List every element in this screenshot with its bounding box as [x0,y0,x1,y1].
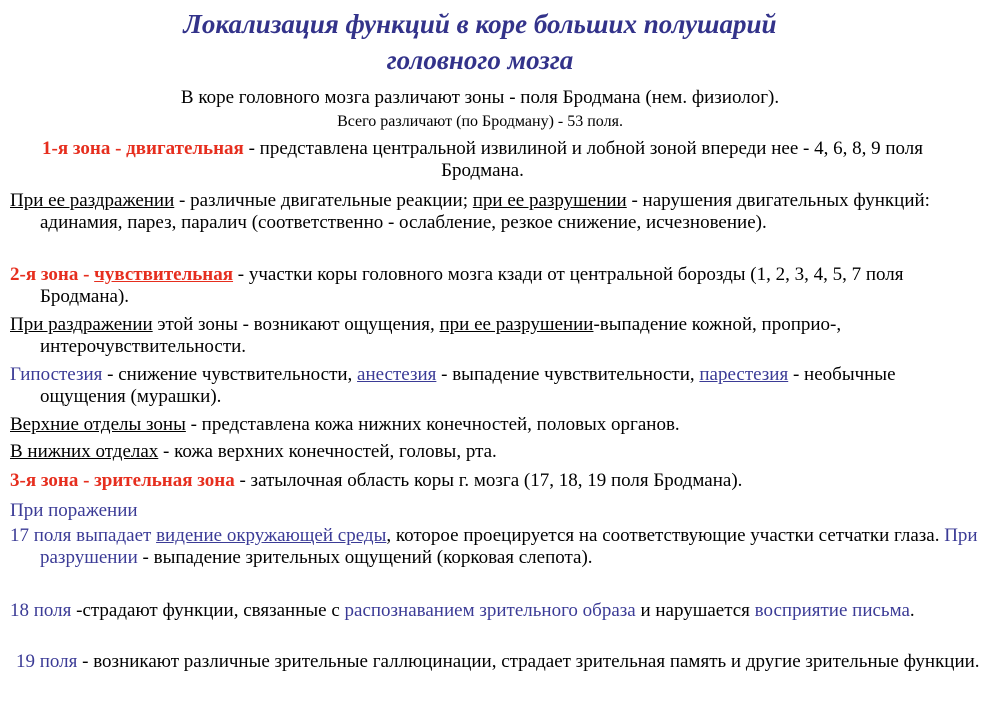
title-line-1: Локализация функций в коре больших полушарий [183,9,777,39]
zone3-text: - затылочная область коры г. мозга (17, 18, 19 поля Бродмана). [234,470,743,491]
damage-heading: При поражении [10,500,138,521]
intro-line-1: В коре головного мозга различают зоны - поля Бродмана (нем. физиолог). [180,87,780,108]
zone1-label: 1-я зона - двигательная [42,138,244,159]
lower-term: В нижних отделах [10,441,159,462]
field17-vision-term: видение окружающей среды [156,525,387,546]
field17-text1: , которое проецируется на соответствующие участки сетчатки глаза. [386,525,945,546]
paresthesia-term: парестезия [699,364,789,385]
upper-text: - представлена кожа нижних конечностей, половых органов. [185,414,680,435]
destruction2-term: при ее разрушении [439,314,594,335]
field17-text2: - выпадение зрительных ощущений (корковая слепота). [137,547,593,568]
upper-paragraph [10,414,985,436]
page-title [0,6,960,78]
field18-paragraph [10,600,985,622]
field19-paragraph [16,651,985,673]
irritation2-paragraph [10,314,985,358]
irritation1-paragraph [10,190,985,234]
irritation1-text2: - нарушения двигательных функций: адинамия, парез, паралич (соответственно - ослабление, резкое снижение, исчезновение). [40,190,930,233]
hypo-text3: - необычные ощущения (мурашки). [40,364,896,407]
irritation2-text1: этой зоны - возникают ощущения, [152,314,440,335]
hypesthesia-term: Гипостезия [10,364,103,385]
intro-line-2: Всего различают (по Бродману) - 53 поля. [337,113,623,130]
field18-text2: и нарушается [635,600,755,621]
hypo-text2: - выпадение чувствительности, [436,364,700,385]
field17-term: 17 поля выпадает [10,525,157,546]
field18-term: 18 поля [10,600,72,621]
hypo-paragraph [10,364,985,408]
irritation2-text2: -выпадение кожной, проприо-, интерочувствительности. [40,314,842,357]
title-line-2: головного мозга [386,45,574,75]
field18-writing-term: восприятие письма [754,600,910,621]
destruction1-term: при ее разрушении [472,190,627,211]
field17-paragraph [10,525,985,569]
hypo-text1: - снижение чувствительности, [102,364,358,385]
zone2-paragraph [10,264,985,308]
lower-text: - кожа верхних конечностей, головы, рта. [158,441,497,462]
irritation1-text1: - различные двигательные реакции; [174,190,473,211]
zone1-paragraph [10,138,955,182]
anesthesia-term: анестезия [357,364,437,385]
field18-text3: . [909,600,915,621]
zone2-label-a: 2-я зона - [10,264,95,285]
field17-destruction-term: При разрушении [40,525,978,568]
upper-term: Верхние отделы зоны [10,414,186,435]
field18-text1: -страдают функции, связанные с [71,600,345,621]
field19-term: 19 поля [16,651,78,672]
zone3-label: 3-я зона - зрительная зона [10,470,235,491]
zone1-text: - представлена центральной извилиной и лобной зоной впереди нее - 4, 6, 8, 9 поля Бродмана. [243,138,923,181]
irritation2-term: При раздражении [10,314,153,335]
irritation1-term: При ее раздражении [10,190,175,211]
field18-recognition-term: распознаванием зрительного образа [344,600,636,621]
zone2-label-b: чувствительная [94,264,234,285]
zone2-text: - участки коры головного мозга кзади от центральной борозды (1, 2, 3, 4, 5, 7 поля Бродмана). [40,264,904,307]
lower-paragraph [10,441,985,463]
field19-text: - возникают различные зрительные галлюцинации, страдает зрительная память и другие зрительные функции. [77,651,980,672]
zone3-paragraph [10,470,985,492]
